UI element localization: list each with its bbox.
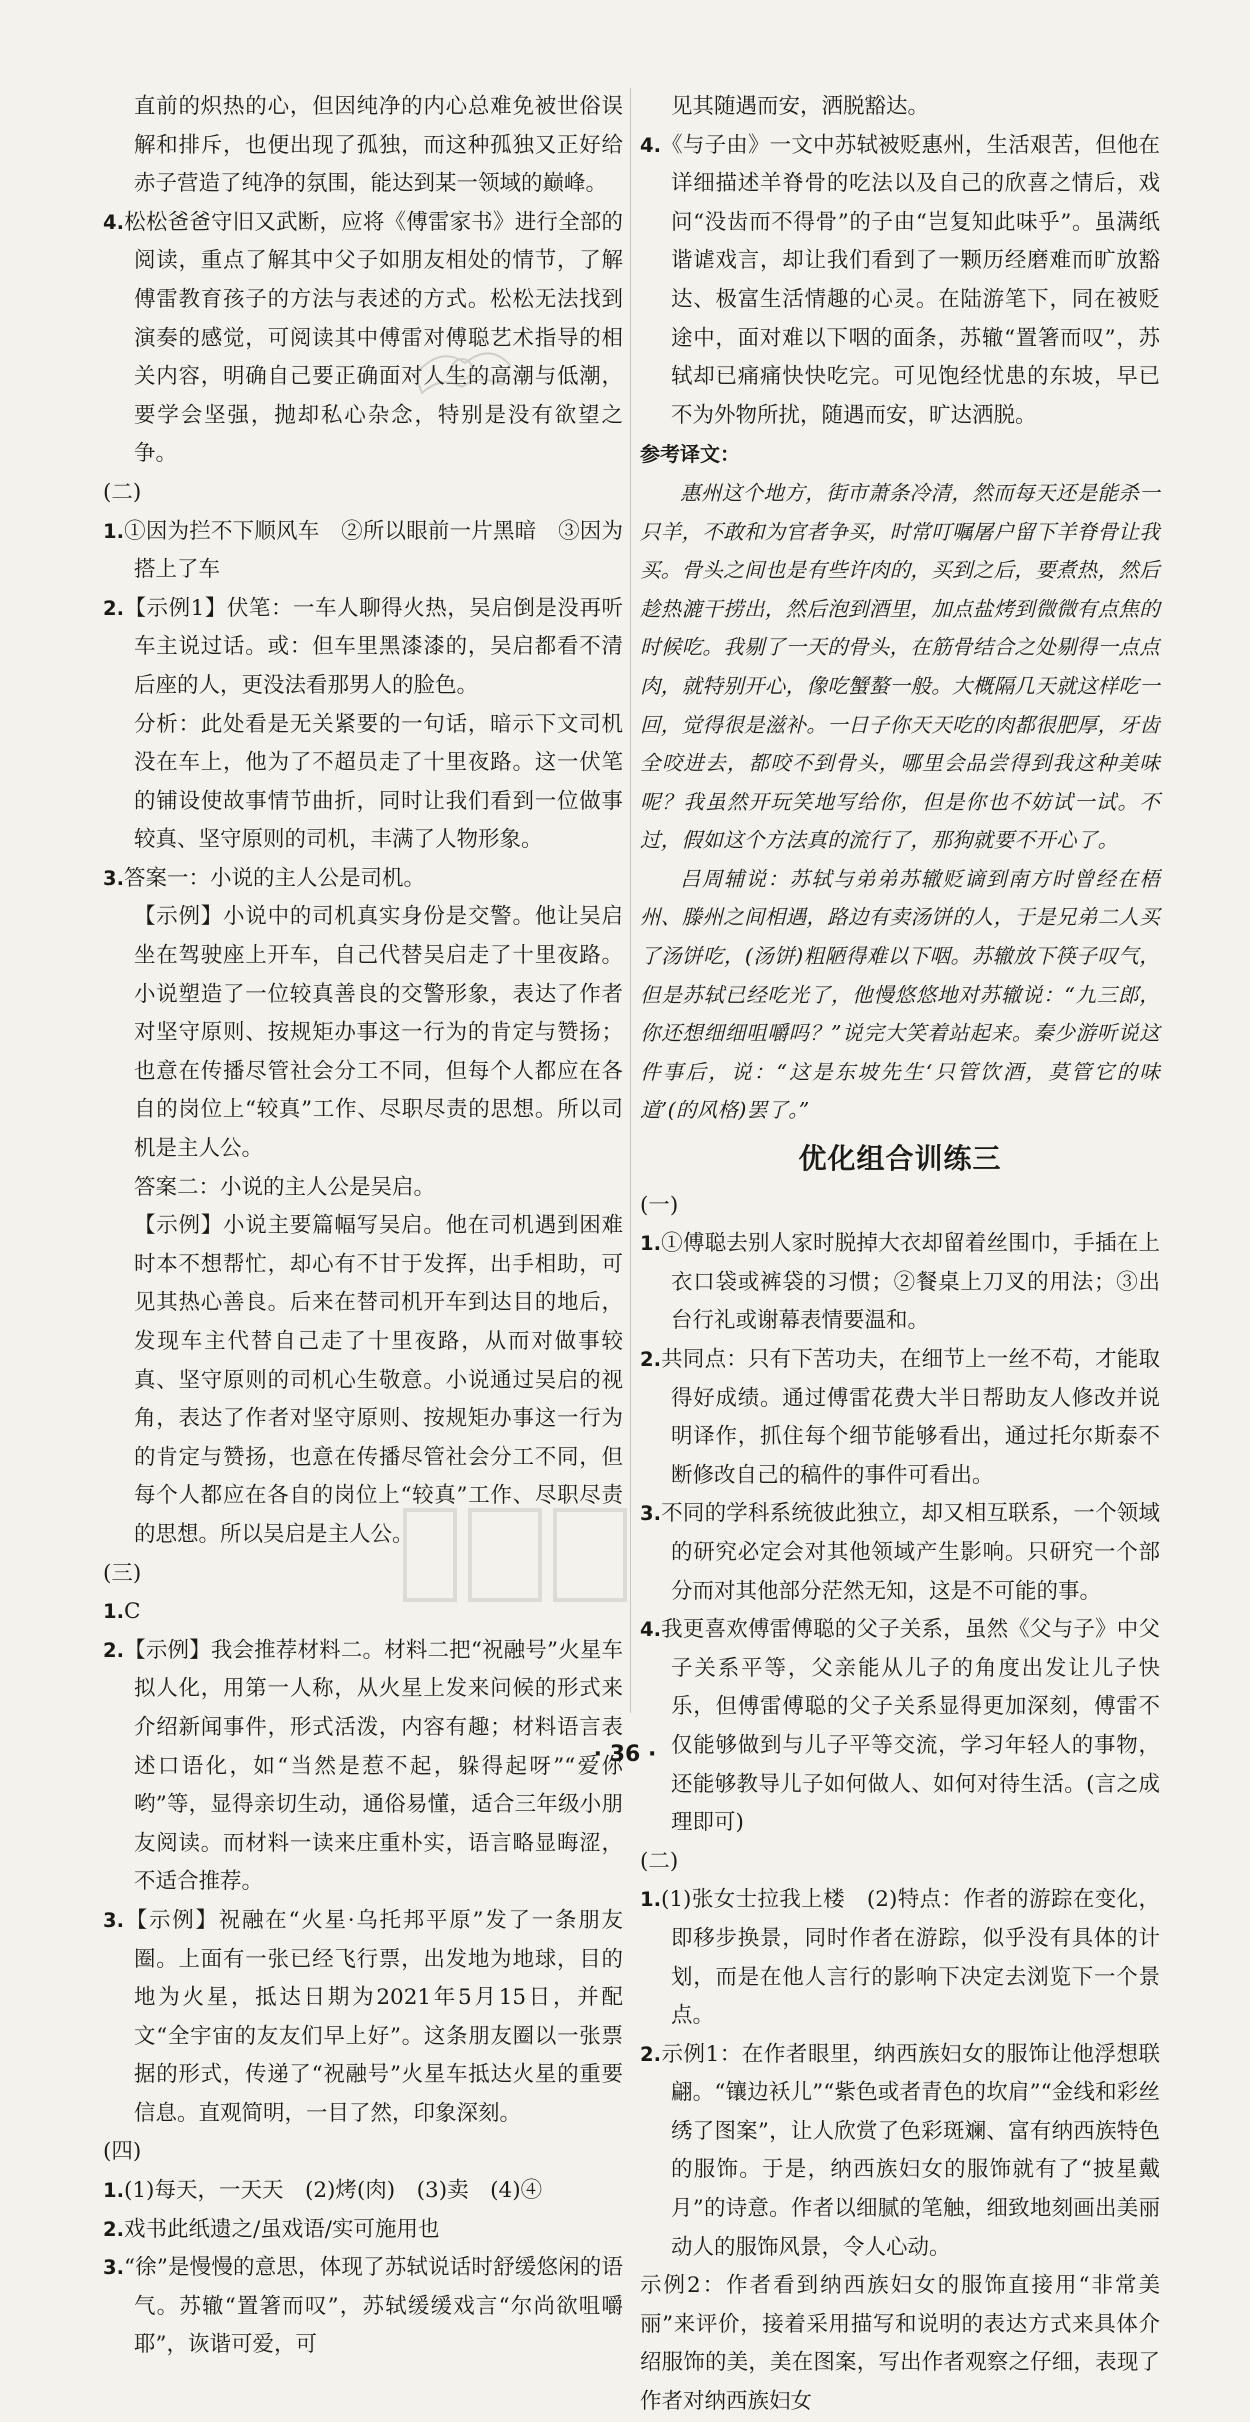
- item-text: 【示例1】伏笔：一车人聊得火热，吴启倒是没再听车主说过话。或：但车里黑漆漆的，吴启都看不清后座的人，更没法看那男人的脸色。: [123, 595, 623, 698]
- example-text: 【示例】小说中的司机真实身份是交警。他让吴启坐在驾驶座上开车，自己代替吴启走了十里夜路。小说塑造了一位较真善良的交警形象，表达了作者对坚守原则、按规矩办事这一行为的肯定与赞扬；也意在传播尽管社会分工不同，但每个人都应在各自的岗位上“较真”工作、尽职尽责的思想。所以司机是主人公。: [134, 904, 623, 1162]
- answer-item: [640, 2036, 1160, 2268]
- item-text: 示例1：在作者眼里，纳西族妇女的服饰让他浮想联翩。“镶边袄儿”“紫色或者青色的坎肩”“金线和彩丝绣了图案”，让人欣赏了色彩斑斓、富有纳西族特色的服饰。于是，纳西族妇女的服饰就有了“披星戴月”的诗意。作者以细腻的笔触，细致地刻画出美丽动人的服饰风景，令人心动。: [660, 2041, 1160, 2260]
- answer-item: [103, 590, 623, 706]
- stamp-emblem-icon: [410, 335, 515, 403]
- item-number: 3.: [103, 866, 124, 890]
- item-number: 1.: [103, 519, 124, 543]
- continued-paragraph: 见其随遇而安，洒脱豁达。: [671, 94, 930, 119]
- item-number: 2.: [640, 2042, 661, 2066]
- continued-paragraph: 直前的炽热的心，但因纯净的内心总难免被世俗误解和排斥，也便出现了孤独，而这种孤独又正好给赤子营造了纯净的氛围，能达到某一领域的巅峰。: [134, 94, 623, 197]
- right-column: [640, 88, 1160, 2422]
- analysis-text: 分析：此处看是无关紧要的一句话，暗示下文司机没在车上，他为了不超员走了十里夜路。这一伏笔的铺设使故事情节曲折，同时让我们看到一位做事较真、坚守原则的司机，丰满了人物形象。: [134, 711, 623, 853]
- example-text: 【示例】小说主要篇幅写吴启。他在司机遇到困难时本不想帮忙，却心有不甘于发挥，出手相助，可见其热心善良。后来在替司机开车到达目的地后，发现车主代替自己走了十里夜路，从而对做事较真、坚守原则的司机心生敬意。小说通过吴启的视角，表达了作者对坚守原则、按规矩办事这一行为的肯定与赞扬，也意在传播尽管社会分工不同，但每个人都应在各自的岗位上“较真”工作、尽职尽责的思想。所以吴启是主人公。: [134, 1213, 623, 1547]
- section-label: (二): [640, 1848, 679, 1874]
- answer-item: [103, 204, 623, 474]
- section-label: (三): [103, 1560, 142, 1586]
- answer-item: [640, 1225, 1160, 1341]
- item-number: 2.: [103, 1638, 124, 1662]
- item-number: 4.: [640, 1618, 661, 1642]
- item-text: 戏书此纸遗之/虽戏语/实可施用也: [123, 2216, 440, 2242]
- page-number: · 36 ·: [593, 1742, 657, 1767]
- item-text: 【示例】祝融在“火星·乌托邦平原”发了一条朋友圈。上面有一张已经飞行票，出发地为地球，目的地为火星，抵达日期为2021年5月15日，并配文“全宇宙的友友们早上好”。这条朋友圈以一张票据的形式，传递了“祝融号”火星车抵达火星的重要信息。直观简明，一目了然，印象深刻。: [123, 1907, 623, 2126]
- item-number: 2.: [640, 1348, 661, 1371]
- item-text: (1)张女士拉我上楼 (2)特点：作者的游踪在变化，即移步换景，同时作者在游踪，似乎没有具体的计划，而是在他人言行的影响下决定去浏览下一个景点。: [660, 1887, 1160, 2029]
- section-label: (四): [103, 2139, 142, 2165]
- answer-item: [103, 2172, 623, 2211]
- item-text: 我更喜欢傅雷傅聪的父子关系，虽然《父与子》中父子关系平等，父亲能从儿子的角度出发让儿子快乐，但傅雷傅聪的父子关系显得更加深刻，傅雷不仅能够做到与儿子平等交流，学习年轻人的事物，还能够教导儿子如何做人、如何对待生活。(言之成理即可): [660, 1617, 1160, 1836]
- answer-item: [103, 1902, 623, 2134]
- translation-paragraph: 吕周辅说：苏轼与弟弟苏辙贬谪到南方时曾经在梧州、滕州之间相遇，路边有卖汤饼的人，于是兄弟二人买了汤饼吃，(汤饼)粗陋得难以下咽。苏辙放下筷子叹气，但是苏轼已经吃光了，他慢悠悠地对苏辙说：“九三郎，你还想细细咀嚼吗？”说完大笑着站起来。秦少游听说这件事后，说：“这是东坡先生‘只管饮酒，莫管它的味道’(的风格)罢了。”: [640, 866, 1160, 1123]
- answer-item: [640, 1495, 1160, 1611]
- item-text: 共同点：只有下苦功夫，在细节上一丝不苟，才能取得好成绩。通过傅雷花费大半日帮助友人修改并说明译作，抓住每个细节能够看出，通过托尔斯泰不断修改自己的稿件的事件可看出。: [660, 1347, 1160, 1488]
- translation-paragraph: 惠州这个地方，街市萧条冷清，然而每天还是能杀一只羊，不敢和为官者争买，时常叮嘱屠户留下羊脊骨让我买。骨头之间也是有些许肉的，买到之后，要煮热，然后趁热漉干捞出，然后泡到酒里，加点盐烤到微微有点焦的时候吃。我剔了一天的骨头，在筋骨结合之处剔得一点点肉，就特别开心，像吃蟹螯一般。大概隔几天就这样吃一回，觉得很是滋补。一日子你天天吃的肉都很肥厚，牙齿全咬进去，都咬不到骨头，哪里会品尝得到我这种美味呢？我虽然开玩笑地写给你，但是你也不妨试一试。不过，假如这个方法真的流行了，那狗就要不开心了。: [640, 480, 1160, 853]
- item-text: 【示例】我会推荐材料二。材料二把“祝融号”火星车拟人化，用第一人称，从火星上发来问候的形式来介绍新闻事件，形式活泼，内容有趣；材料语言表述口语化，如“当然是惹不起，躲得起呀”“爱你哟”等，显得亲切生动，通俗易懂，适合三年级小朋友阅读。而材料一读来庄重朴实，语言略显晦涩，不适合推荐。: [123, 1637, 623, 1895]
- item-text: “徐”是慢慢的意思，体现了苏轼说话时舒缓悠闲的语气。苏辙“置箸而叹”，苏轼缓缓戏言“尔尚欲咀嚼耶”，诙谐可爱，可: [123, 2255, 623, 2358]
- answer-text: 答案二：小说的主人公是吴启。: [134, 1174, 436, 1200]
- answer-item: [640, 1881, 1160, 2035]
- item-number: 3.: [640, 1502, 661, 1526]
- item-text: ①傅聪去别人家时脱掉大衣却留着丝围巾，手插在上衣口袋或裤袋的习惯；②餐桌上刀叉的用法；③出台行礼或谢幕表情要温和。: [660, 1231, 1160, 1334]
- item-number: 4.: [103, 210, 124, 234]
- item-text: C: [123, 1599, 141, 1625]
- item-number: 3.: [103, 2256, 124, 2280]
- left-column: [103, 88, 623, 2365]
- answer-item: [640, 127, 1160, 436]
- answer-item: [103, 2211, 623, 2250]
- item-text: 松松爸爸守旧又武断，应将《傅雷家书》进行全部的阅读，重点了解其中父子如朋友相处的情节，了解傅雷教育孩子的方法与表述的方式。松松无法找到演奏的感觉，可阅读其中傅雷对傅聪艺术指导的相关内容，明确自己要正确面对人生的高潮与低潮，要学会坚强，抛却私心杂念，特别是没有欲望之争。: [123, 209, 623, 467]
- item-text: (1)每天，一天天 (2)烤(肉) (3)卖 (4)④: [123, 2178, 543, 2204]
- item-number: 4.: [640, 133, 661, 157]
- item-number: 1.: [103, 1600, 124, 1624]
- item-text: 不同的学科系统彼此独立，却又相互联系，一个领域的研究必定会对其他领域产生影响。只研究一个部分而对其他部分茫然无知，这是不可能的事。: [660, 1501, 1160, 1604]
- answer-item: [103, 2249, 623, 2365]
- answer-item: [640, 1611, 1160, 1843]
- item-number: 3.: [103, 1908, 124, 1932]
- item-number: 2.: [103, 596, 124, 620]
- item-number: 1.: [103, 2179, 124, 2203]
- section-label: (一): [640, 1192, 679, 1218]
- item-text: 答案一：小说的主人公是司机。: [123, 865, 425, 891]
- section-title: 优化组合训练三: [798, 1142, 1002, 1176]
- column-divider: [630, 88, 631, 1713]
- item-number: 2.: [103, 2217, 124, 2241]
- translation-heading: 参考译文：: [640, 442, 740, 467]
- watermark-icon: [395, 1490, 635, 1620]
- item-text: ①因为拦不下顺风车 ②所以眼前一片黑暗 ③因为搭上了车: [123, 518, 623, 583]
- answer-item: [103, 513, 623, 590]
- item-text: 《与子由》一文中苏轼被贬惠州，生活艰苦，但他在详细描述羊脊骨的吃法以及自己的欣喜之情后，戏问“没齿而不得骨”的子由“岂复知此味乎”。虽满纸谐谑戏言，却让我们看到了一颗历经磨难而旷放豁达、极富生活情趣的心灵。在陆游笔下，同在被贬途中，面对难以下咽的面条，苏辙“置箸而叹”，苏轼却已痛痛快快吃完。可见饱经忧患的东坡，早已不为外物所扰，随遇而安，旷达洒脱。: [660, 132, 1160, 428]
- section-label: (二): [103, 479, 142, 505]
- item-number: 1.: [640, 1888, 661, 1912]
- example-text: 示例2：作者看到纳西族妇女的服饰直接用“非常美丽”来评价，接着采用描写和说明的表达方式来具体介绍服饰的美，美在图案，写出作者观察之仔细，表现了作者对纳西族妇女: [640, 2273, 1160, 2415]
- item-number: 1.: [640, 1232, 661, 1256]
- answer-item: [640, 1341, 1160, 1495]
- answer-item: [103, 860, 623, 899]
